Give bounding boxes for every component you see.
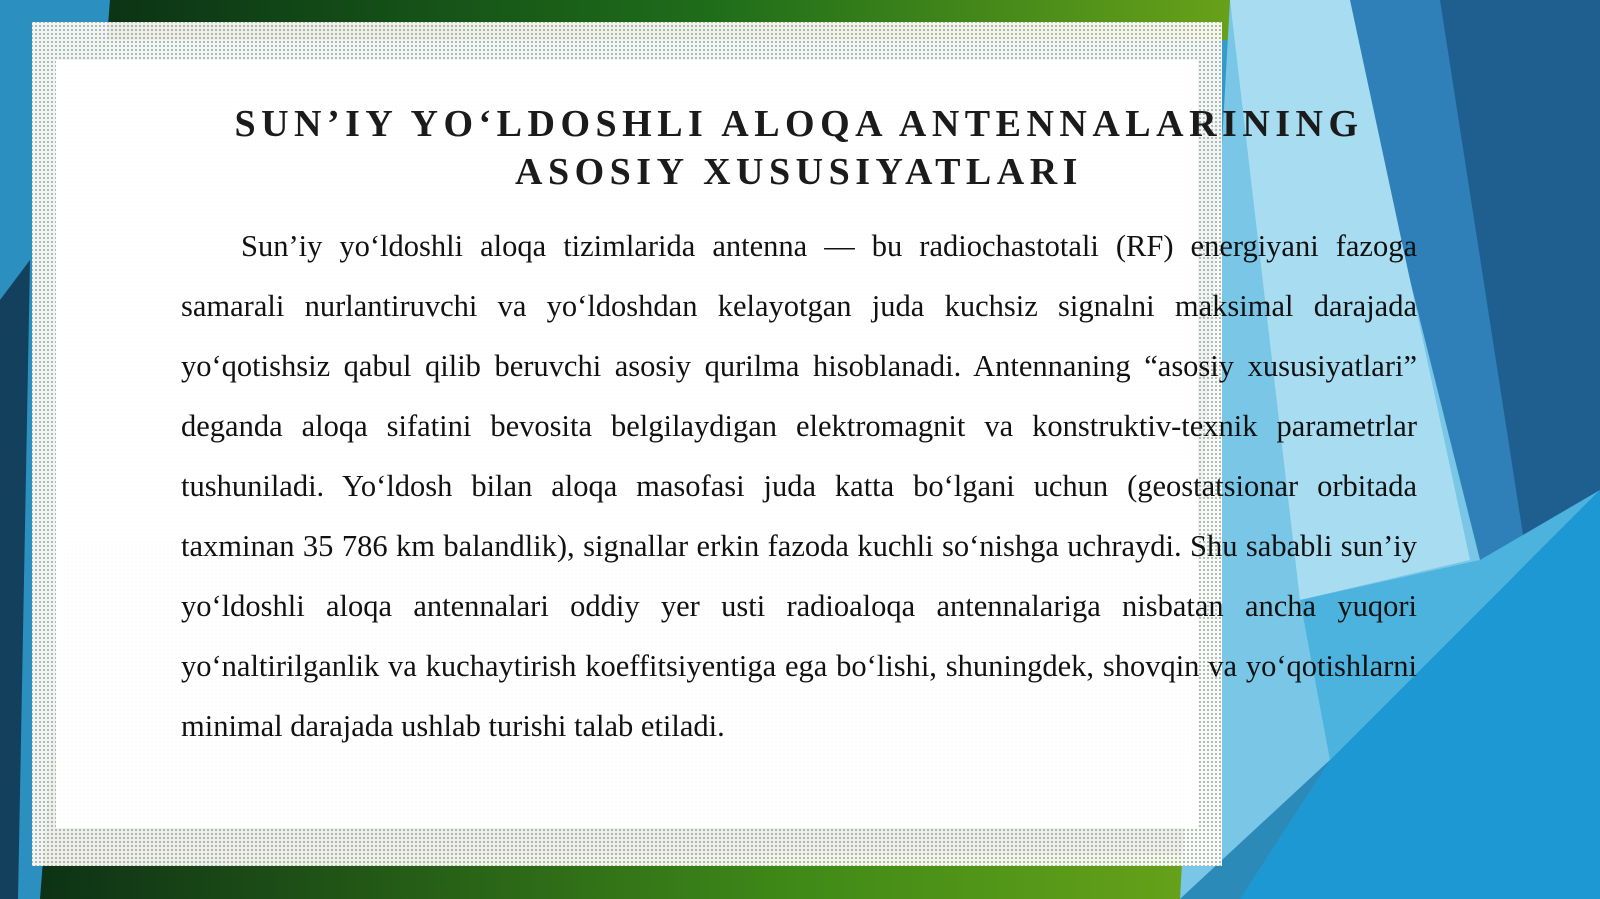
slide-content bbox=[181, 100, 1417, 756]
slide-title-line-1: SUN’IY YO‘LDOSHLI ALOQA ANTENNALARINING bbox=[234, 103, 1364, 145]
slide-paragraph: Sun’iy yo‘ldoshli aloqa tizimlarida antenna — bu radiochastotali (RF) energiyani fazoga samarali nurlantiruvchi va yo‘ldoshdan kelayotgan juda kuchsiz signalni maksimal darajada yo‘qotishsiz qabul qilib beruvchi asosiy qurilma hisoblanadi. Antennaning “asosiy xususiyatlari” deganda aloqa sifatini bevosita belgilaydigan elektromagnit va konstruktiv-texnik parametrlar tushuniladi. Yo‘ldosh bilan aloqa masofasi juda katta bo‘lgani uchun (geostatsionar orbitada taxminan 35 786 km balandlik), signallar erkin fazoda kuchli so‘nishga uchraydi. Shu sababli sun’iy yo‘ldoshli aloqa antennalari oddiy yer usti radioaloqa antennalariga nisbatan ancha yuqori yo‘naltirilganlik va kuchaytirish koeffitsiyentiga ega bo‘lishi, shuningdek, shovqin va yo‘qotishlarni minimal darajada ushlab turishi talab etiladi. bbox=[181, 229, 1417, 743]
slide-title-line-2: ASOSIY XUSUSIYATLARI bbox=[515, 151, 1083, 193]
slide-title bbox=[181, 100, 1417, 196]
